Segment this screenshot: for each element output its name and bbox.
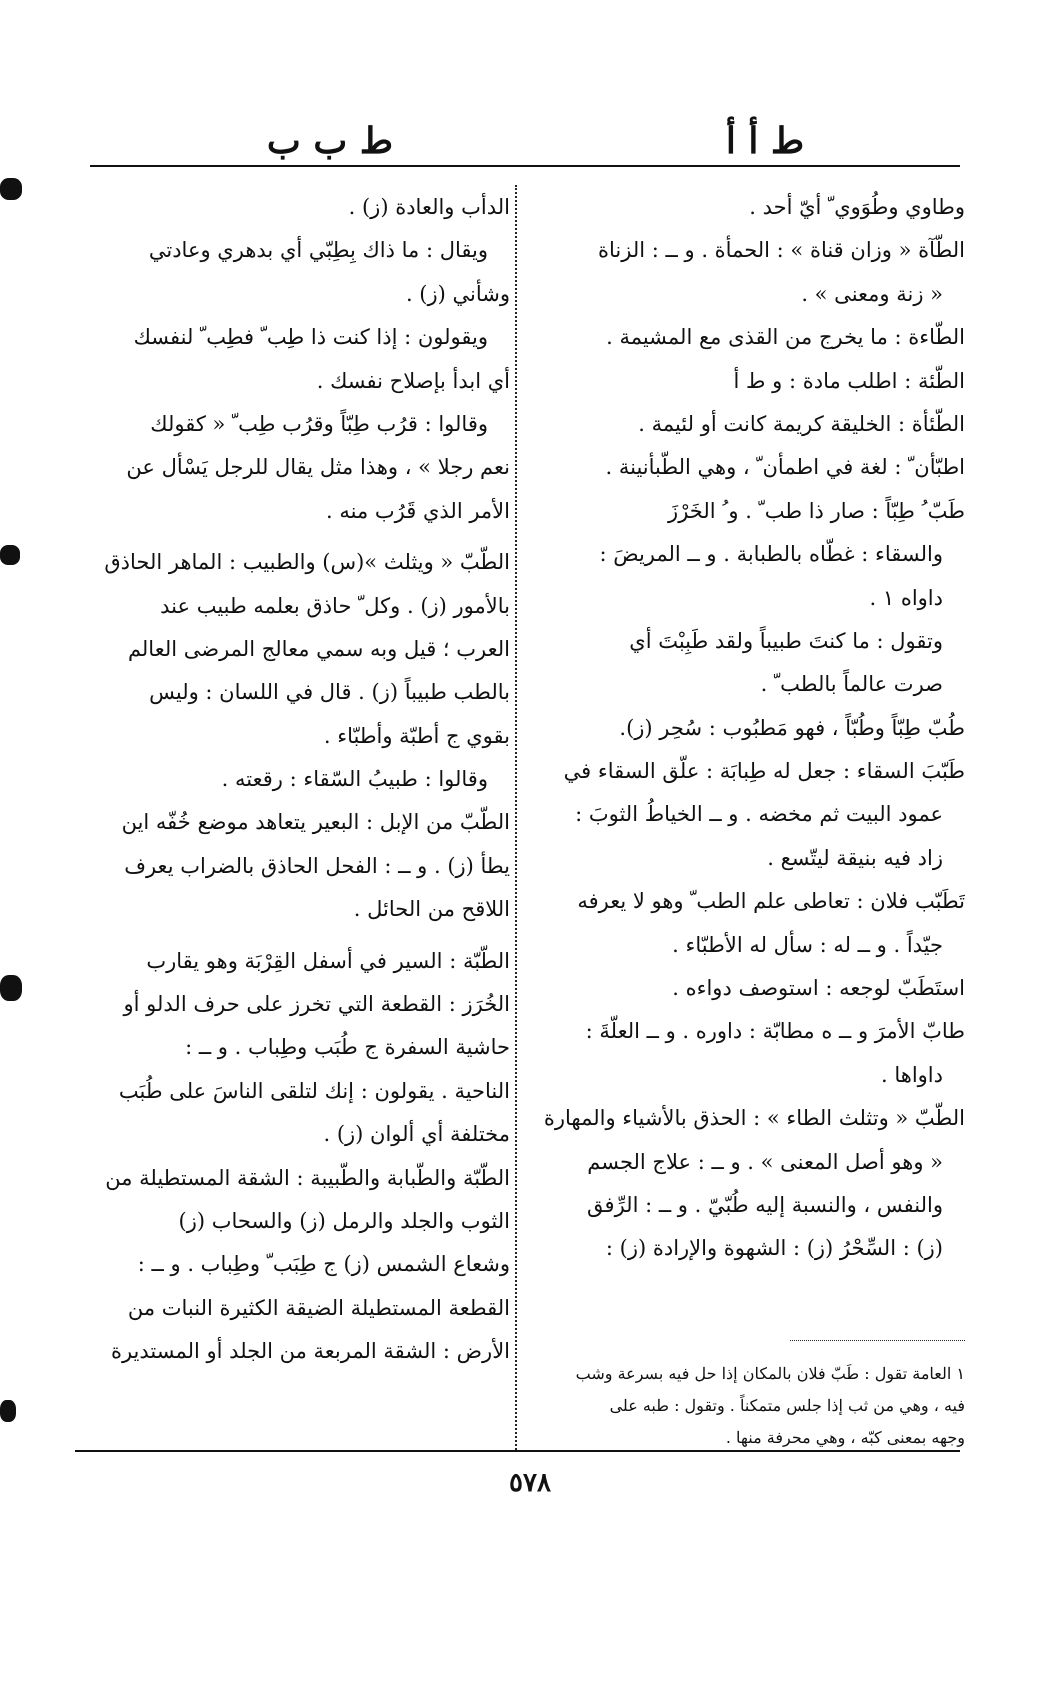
scan-mark: [0, 1400, 16, 1422]
left-line-6: وقالوا : قرُب طِبّاً وقرُب طِب ّ « كقولك: [150, 411, 488, 436]
footnote-line-1: ١ العامة تقول : طَبّ فلان بالمكان إذا حل فيه بسرعة وشب: [575, 1364, 965, 1383]
left-line-27: الأرض : الشقة المربعة من الجلد أو المستديرة: [110, 1339, 510, 1364]
page-number: ٥٧٨: [509, 1468, 551, 1498]
right-line-23: « وهو أصل المعنى » . و ــ : علاج الجسم: [587, 1149, 943, 1174]
left-line-5: أي ابدأ بإصلاح نفسك .: [316, 368, 510, 393]
right-line-18: جيّداً . و ــ له : سأل له الأطبّاء .: [672, 932, 943, 957]
left-line-14: وقالوا : طبيبُ السّقاء : رقعته .: [221, 767, 488, 792]
right-line-8: طَبّ ُ طِبّاً : صار ذا طب ّ . و ُ الخَرْزَ: [668, 498, 965, 523]
right-line-9: والسقاء : غطّاه بالطبابة . و ــ المريضَ :: [599, 542, 943, 567]
column-divider: [515, 185, 517, 1450]
page-header-root-left: ط ب ب: [266, 120, 394, 162]
left-spacer-2: [78, 932, 510, 940]
right-line-17: تَطَبّب فلان : تعاطى علم الطب ّ وهو لا يعرفه: [577, 889, 965, 914]
footer-rule: [75, 1450, 960, 1452]
scan-mark: [0, 545, 20, 565]
right-line-7: اطبّأن ّ : لغة في اطمأن ّ ، وهي الطّبأنينة .: [605, 455, 965, 480]
left-line-2: ويقال : ما ذاك بِطِبّي أي بدهري وعادتي: [148, 238, 488, 263]
right-line-24: والنفس ، والنسبة إليه طُبّيّ . و ــ : الرِّفق: [587, 1192, 943, 1217]
right-line-14: طَبّبَ السقاء : جعل له طِبابَة : علّق السقاء في: [563, 759, 965, 784]
left-line-8: الأمر الذي قَرُب منه .: [326, 498, 510, 523]
footnote-rule: [790, 1340, 965, 1341]
right-line-5: الطّئة : اطلب مادة : و ط أ: [733, 368, 965, 393]
right-line-20: طابّ الأمرَ و ــ ه مطابّة : داوره . و ــ العلّةَ :: [585, 1019, 965, 1044]
left-line-23: الطّبّة والطّبابة والطّبيبة : الشقة المستطيلة من: [105, 1165, 510, 1190]
right-line-16: زاد فيه بنيقة ليتّسع .: [767, 845, 943, 870]
right-line-25: (ز) : السِّحْرُ (ز) : الشهوة والإرادة (ز) :: [605, 1236, 943, 1261]
left-line-21: الناحية . يقولون : إنك لتلقى الناسَ على طُبَب: [118, 1078, 510, 1103]
left-line-13: بقوي ج أطبّة وأطبّاء .: [323, 723, 510, 748]
left-line-12: بالطب طبيباً (ز) . قال في اللسان : وليس: [149, 680, 510, 705]
left-line-1: الدأب والعادة (ز) .: [348, 195, 510, 219]
left-line-15: الطّبّ من الإبل : البعير يتعاهد موضع خُفّه اين: [121, 810, 510, 835]
right-line-6: الطّئأة : الخليقة كريمة كانت أو لئيمة .: [638, 411, 965, 436]
footnote-line-3: وجهه بمعنى كبّه ، وهي محرفة منها .: [725, 1428, 965, 1447]
right-line-1: وطاوي وطُوَوي ّ أيّ أحد .: [749, 195, 965, 219]
left-line-3: وشأني (ز) .: [405, 281, 510, 306]
right-line-4: الطّاءة : ما يخرج من القذى مع المشيمة .: [606, 325, 965, 350]
scan-mark: [0, 975, 22, 1001]
left-line-26: القطعة المستطيلة الضيقة الكثيرة النبات من: [127, 1295, 510, 1320]
left-line-22: مختلفة أي ألوان (ز) .: [323, 1122, 510, 1147]
right-line-19: استَطَبّ لوجعه : استوصف دواءه .: [672, 976, 965, 1001]
right-line-2: الطّآة « وزان قناة » : الحمأة . و ــ : الزناة: [598, 238, 965, 263]
left-line-4: ويقولون : إذا كنت ذا طِب ّ فطِب ّ لنفسك: [133, 325, 488, 350]
left-line-18: الطّبّة : السير في أسفل القِرْبَة وهو يقارب: [146, 948, 510, 973]
left-column: [78, 186, 510, 1374]
left-line-10: بالأمور (ز) . وكل ّ حاذق بعلمه طبيب عند: [160, 593, 510, 618]
right-line-21: داواها .: [881, 1062, 943, 1087]
left-line-9: الطّبّ « ويثلث »(س) والطبيب : الماهر الحاذق: [104, 550, 510, 575]
right-line-10: داواه ١ .: [869, 585, 943, 610]
left-line-24: الثوب والجلد والرمل (ز) والسحاب (ز): [178, 1208, 510, 1233]
left-spacer-1: [78, 533, 510, 541]
left-line-11: العرب ؛ قيل وبه سمي معالج المرضى العالم: [127, 636, 510, 661]
left-line-16: يطأ (ز) . و ــ : الفحل الحاذق بالضراب يعرف: [124, 853, 510, 878]
page-header-root-right: ط أ أ: [725, 120, 805, 162]
header-rule: [90, 165, 960, 167]
scan-mark: [0, 178, 22, 200]
right-line-3: « زنة ومعنى » .: [801, 281, 943, 306]
footnote: [540, 1358, 965, 1454]
left-line-25: وشعاع الشمس (ز) ج طِبَب ّ وطِباب . و ــ :: [137, 1252, 510, 1277]
left-line-20: حاشية السفرة ج طُبَب وطِباب . و ــ :: [185, 1035, 510, 1060]
left-line-19: الخُرَز : القطعة التي تخرز على حرف الدلو أو: [123, 992, 510, 1017]
right-line-11: وتقول : ما كنتَ طبيباً ولقد طَبِبْتَ أي: [629, 628, 943, 653]
left-line-17: اللاقح من الحائل .: [353, 897, 510, 922]
right-line-15: عمود البيت ثم مخضه . و ــ الخياطُ الثوبَ :: [575, 802, 943, 827]
right-line-12: صرت عالماً بالطب ّ .: [760, 672, 943, 697]
footnote-line-2: فيه ، وهي من ثب إذا جلس متمكناً . وتقول : طبه على: [609, 1396, 965, 1415]
right-column: [540, 186, 965, 1271]
left-line-7: نعم رجلا » ، وهذا مثل يقال للرجل يَسْأل عن: [126, 455, 510, 480]
right-line-22: الطّبّ « وتثلث الطاء » : الحذق بالأشياء والمهارة: [543, 1106, 965, 1131]
right-line-13: طُبّ طِبّاً وطُبّاً ، فهو مَطبُوب : سُحِر (ز).: [619, 715, 965, 740]
